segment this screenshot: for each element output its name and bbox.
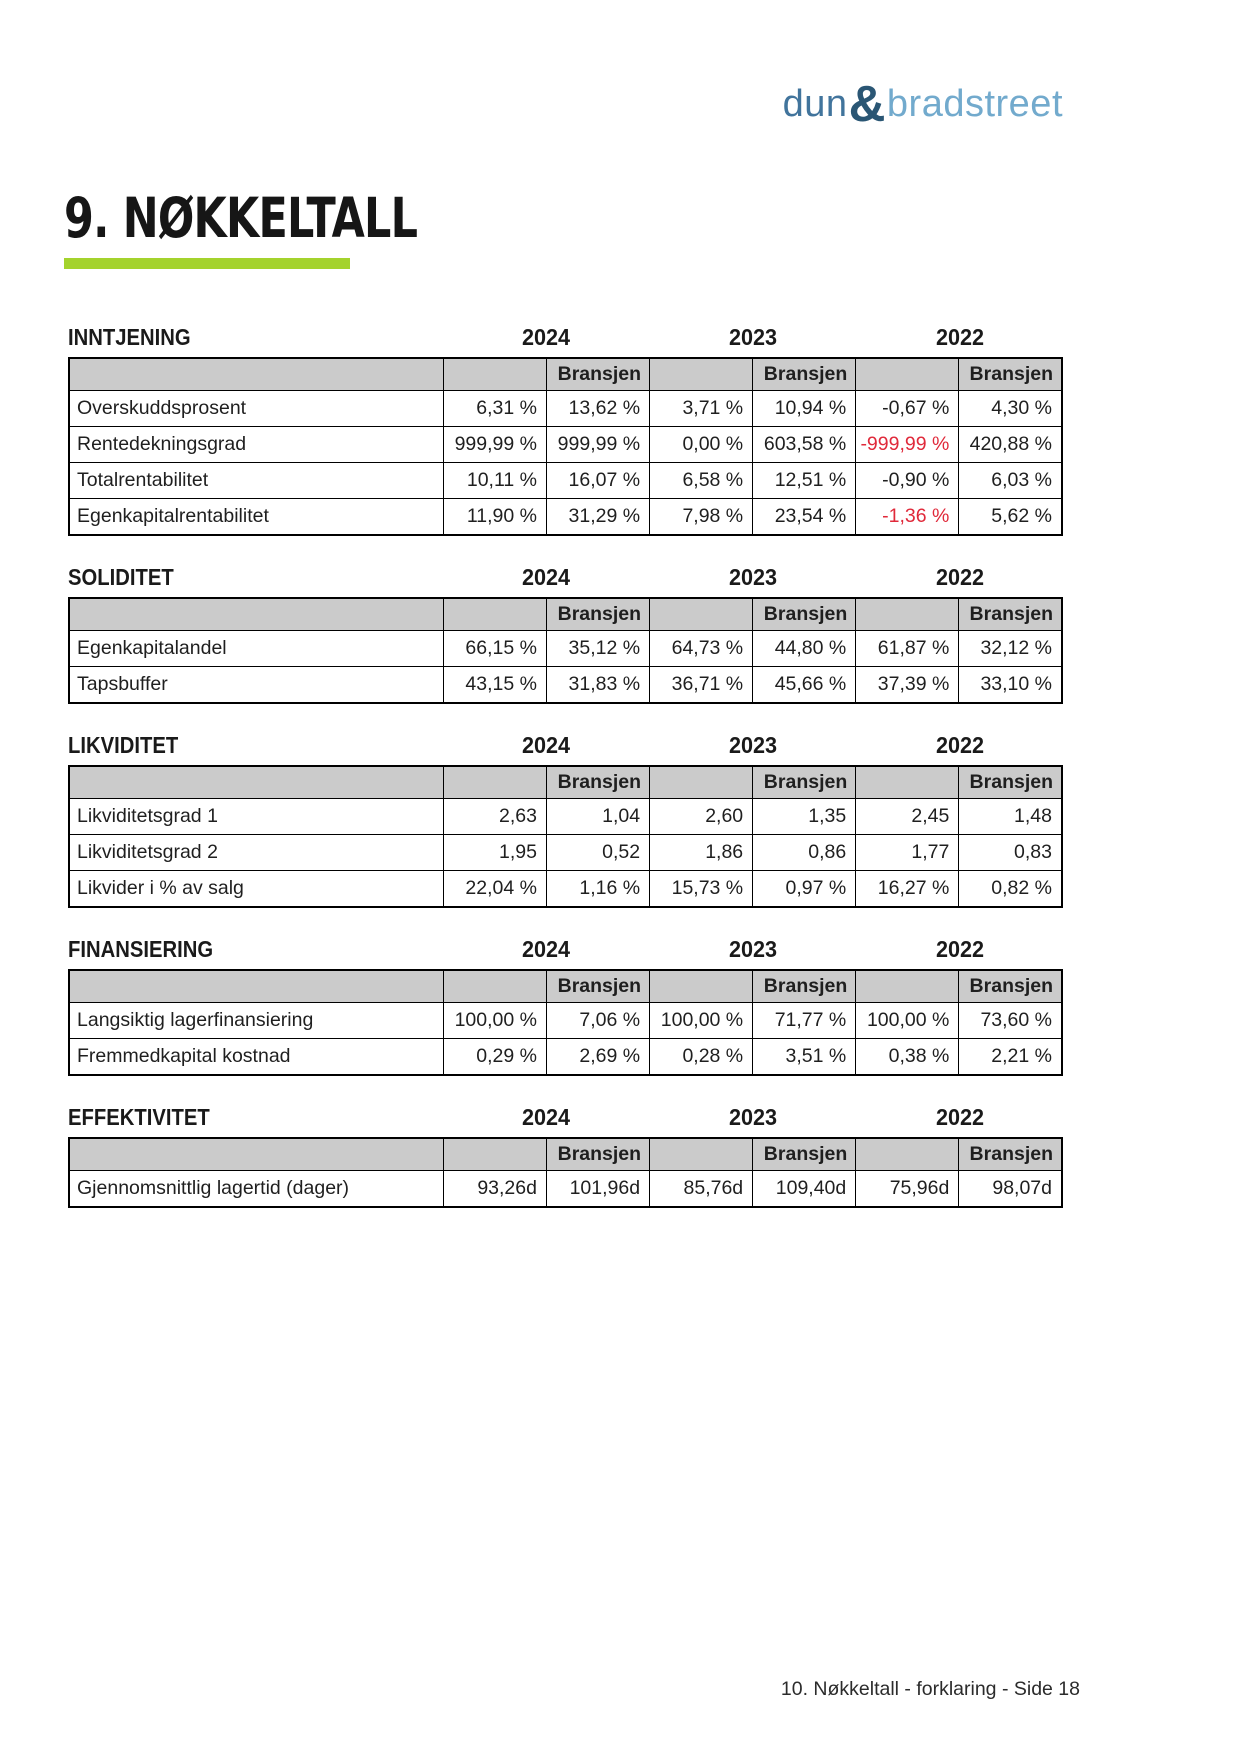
value-cell: 2,63 — [443, 799, 546, 835]
year-column-label: 2022 — [935, 564, 984, 590]
year-column-label: 2023 — [728, 1104, 778, 1130]
year-column-label: 2022 — [935, 1104, 984, 1130]
bransjen-header-cell: Bransjen — [959, 970, 1062, 1003]
value-cell: 3,71 % — [650, 391, 753, 427]
value-cell: 0,97 % — [753, 871, 856, 908]
year-column-label: 2022 — [935, 936, 984, 962]
value-cell: 7,06 % — [546, 1003, 649, 1039]
value-cell: 33,10 % — [959, 667, 1062, 704]
header-empty-cell — [650, 1138, 753, 1171]
value-cell: 2,21 % — [959, 1039, 1062, 1076]
value-cell: 98,07d — [959, 1171, 1062, 1208]
row-label: Egenkapitalrentabilitet — [69, 499, 443, 536]
table-row — [69, 463, 1062, 499]
value-cell: 0,38 % — [856, 1039, 959, 1076]
header-empty-cell — [650, 598, 753, 631]
value-cell: 31,29 % — [546, 499, 649, 536]
table-header-row — [69, 766, 1062, 799]
table-header-row — [69, 358, 1062, 391]
row-label: Gjennomsnittlig lagertid (dager) — [69, 1171, 443, 1208]
value-cell: 22,04 % — [443, 871, 546, 908]
table-row — [69, 391, 1062, 427]
value-cell: 4,30 % — [959, 391, 1062, 427]
key-figures-table — [68, 1137, 1063, 1208]
value-cell: 35,12 % — [546, 631, 649, 667]
bransjen-header-cell: Bransjen — [959, 766, 1062, 799]
bransjen-header-cell: Bransjen — [546, 598, 649, 631]
section-effektivitet — [68, 1104, 1063, 1208]
value-cell: 44,80 % — [753, 631, 856, 667]
section-title: SOLIDITET — [68, 564, 174, 590]
value-cell: 6,58 % — [650, 463, 753, 499]
key-figures-table — [68, 597, 1063, 704]
row-label: Likviditetsgrad 1 — [69, 799, 443, 835]
table-row — [69, 1039, 1062, 1076]
header-empty-cell — [69, 970, 443, 1003]
value-cell: 0,28 % — [650, 1039, 753, 1076]
section-likviditet — [68, 732, 1063, 908]
header-empty-cell — [650, 766, 753, 799]
header-empty-cell — [443, 970, 546, 1003]
bransjen-header-cell: Bransjen — [959, 1138, 1062, 1171]
value-cell: 0,00 % — [650, 427, 753, 463]
value-cell: 0,52 — [546, 835, 649, 871]
section-title: EFFEKTIVITET — [68, 1104, 210, 1130]
header-empty-cell — [69, 358, 443, 391]
value-cell: 12,51 % — [753, 463, 856, 499]
value-cell: 43,15 % — [443, 667, 546, 704]
value-cell: 1,86 — [650, 835, 753, 871]
header-empty-cell — [443, 598, 546, 631]
header-empty-cell — [856, 598, 959, 631]
value-cell: 1,16 % — [546, 871, 649, 908]
row-label: Likvider i % av salg — [69, 871, 443, 908]
value-cell: 1,04 — [546, 799, 649, 835]
value-cell: 603,58 % — [753, 427, 856, 463]
header-empty-cell — [443, 1138, 546, 1171]
value-cell: 36,71 % — [650, 667, 753, 704]
section-title: LIKVIDITET — [68, 732, 179, 758]
bransjen-header-cell: Bransjen — [959, 358, 1062, 391]
header-empty-cell — [443, 766, 546, 799]
year-column-label: 2023 — [728, 324, 778, 350]
value-cell: 10,11 % — [443, 463, 546, 499]
value-cell: 7,98 % — [650, 499, 753, 536]
value-cell: 999,99 % — [443, 427, 546, 463]
value-cell: 100,00 % — [650, 1003, 753, 1039]
section-inntjening — [68, 324, 1063, 536]
value-cell: 1,77 — [856, 835, 959, 871]
row-label: Egenkapitalandel — [69, 631, 443, 667]
bransjen-header-cell: Bransjen — [753, 1138, 856, 1171]
header-empty-cell — [856, 766, 959, 799]
row-label: Fremmedkapital kostnad — [69, 1039, 443, 1076]
bransjen-header-cell: Bransjen — [753, 766, 856, 799]
row-label: Overskuddsprosent — [69, 391, 443, 427]
table-row — [69, 667, 1062, 704]
value-cell: 16,07 % — [546, 463, 649, 499]
table-row — [69, 427, 1062, 463]
section-header — [68, 324, 1063, 350]
value-cell: 2,45 — [856, 799, 959, 835]
value-cell: 6,03 % — [959, 463, 1062, 499]
value-cell: 0,29 % — [443, 1039, 546, 1076]
value-cell: 16,27 % — [856, 871, 959, 908]
key-figures-table — [68, 357, 1063, 536]
header-empty-cell — [650, 970, 753, 1003]
header-empty-cell — [69, 766, 443, 799]
value-cell: 37,39 % — [856, 667, 959, 704]
row-label: Likviditetsgrad 2 — [69, 835, 443, 871]
value-cell: 1,35 — [753, 799, 856, 835]
value-cell: 93,26d — [443, 1171, 546, 1208]
header-empty-cell — [69, 1138, 443, 1171]
value-cell: -999,99 % — [856, 427, 959, 463]
value-cell: 64,73 % — [650, 631, 753, 667]
section-title: FINANSIERING — [68, 936, 214, 962]
value-cell: 10,94 % — [753, 391, 856, 427]
row-label: Totalrentabilitet — [69, 463, 443, 499]
key-figures-table — [68, 765, 1063, 908]
bransjen-header-cell: Bransjen — [546, 1138, 649, 1171]
table-row — [69, 835, 1062, 871]
table-header-row — [69, 1138, 1062, 1171]
value-cell: 13,62 % — [546, 391, 649, 427]
value-cell: 109,40d — [753, 1171, 856, 1208]
year-column-label: 2024 — [522, 1104, 571, 1130]
value-cell: 66,15 % — [443, 631, 546, 667]
bransjen-header-cell: Bransjen — [753, 598, 856, 631]
year-column-label: 2022 — [935, 732, 984, 758]
value-cell: 2,60 — [650, 799, 753, 835]
key-figures-sections — [68, 324, 1063, 1208]
bransjen-header-cell: Bransjen — [546, 970, 649, 1003]
title-underline-bar — [64, 258, 350, 269]
bransjen-header-cell: Bransjen — [959, 598, 1062, 631]
year-column-label: 2022 — [935, 324, 984, 350]
table-header-row — [69, 598, 1062, 631]
table-row — [69, 871, 1062, 908]
header-empty-cell — [856, 970, 959, 1003]
value-cell: 999,99 % — [546, 427, 649, 463]
table-row — [69, 631, 1062, 667]
value-cell: 31,83 % — [546, 667, 649, 704]
logo-ampersand-icon: & — [848, 75, 886, 132]
value-cell: 0,83 — [959, 835, 1062, 871]
value-cell: 32,12 % — [959, 631, 1062, 667]
bransjen-header-cell: Bransjen — [546, 766, 649, 799]
value-cell: 45,66 % — [753, 667, 856, 704]
year-column-label: 2023 — [728, 732, 778, 758]
value-cell: 420,88 % — [959, 427, 1062, 463]
bransjen-header-cell: Bransjen — [546, 358, 649, 391]
value-cell: 101,96d — [546, 1171, 649, 1208]
logo-word-dun: dun — [782, 83, 848, 125]
value-cell: 75,96d — [856, 1171, 959, 1208]
value-cell: -1,36 % — [856, 499, 959, 536]
year-column-label: 2024 — [522, 936, 571, 962]
header-empty-cell — [856, 1138, 959, 1171]
value-cell: -0,67 % — [856, 391, 959, 427]
key-figures-table — [68, 969, 1063, 1076]
value-cell: 0,82 % — [959, 871, 1062, 908]
table-row — [69, 799, 1062, 835]
header-empty-cell — [650, 358, 753, 391]
value-cell: 11,90 % — [443, 499, 546, 536]
section-finansiering — [68, 936, 1063, 1076]
value-cell: 23,54 % — [753, 499, 856, 536]
section-header — [68, 564, 1063, 590]
value-cell: 0,86 — [753, 835, 856, 871]
header-empty-cell — [443, 358, 546, 391]
value-cell: 3,51 % — [753, 1039, 856, 1076]
value-cell: 1,95 — [443, 835, 546, 871]
value-cell: 100,00 % — [443, 1003, 546, 1039]
year-column-label: 2024 — [522, 732, 571, 758]
value-cell: 1,48 — [959, 799, 1062, 835]
table-row — [69, 1003, 1062, 1039]
bransjen-header-cell: Bransjen — [753, 970, 856, 1003]
year-column-label: 2024 — [522, 564, 571, 590]
table-row — [69, 499, 1062, 536]
logo-word-bradstreet: bradstreet — [886, 83, 1063, 125]
value-cell: 73,60 % — [959, 1003, 1062, 1039]
row-label: Langsiktig lagerfinansiering — [69, 1003, 443, 1039]
dun-bradstreet-logo — [783, 74, 1063, 133]
row-label: Rentedekningsgrad — [69, 427, 443, 463]
footer-page-reference: 10. Nøkkeltall - forklaring - Side 18 — [780, 1678, 1080, 1700]
value-cell: 85,76d — [650, 1171, 753, 1208]
value-cell: 2,69 % — [546, 1039, 649, 1076]
section-soliditet — [68, 564, 1063, 704]
bransjen-header-cell: Bransjen — [753, 358, 856, 391]
value-cell: 6,31 % — [443, 391, 546, 427]
value-cell: 5,62 % — [959, 499, 1062, 536]
section-title: INNTJENING — [68, 324, 191, 350]
value-cell: -0,90 % — [856, 463, 959, 499]
page-title: 9. NØKKELTALL — [64, 186, 418, 250]
year-column-label: 2023 — [728, 936, 778, 962]
value-cell: 100,00 % — [856, 1003, 959, 1039]
header-empty-cell — [856, 358, 959, 391]
section-header — [68, 1104, 1063, 1130]
year-column-label: 2024 — [522, 324, 571, 350]
table-row — [69, 1171, 1062, 1208]
year-column-label: 2023 — [728, 564, 778, 590]
value-cell: 61,87 % — [856, 631, 959, 667]
header-empty-cell — [69, 598, 443, 631]
value-cell: 15,73 % — [650, 871, 753, 908]
section-header — [68, 732, 1063, 758]
section-header — [68, 936, 1063, 962]
row-label: Tapsbuffer — [69, 667, 443, 704]
value-cell: 71,77 % — [753, 1003, 856, 1039]
table-header-row — [69, 970, 1062, 1003]
